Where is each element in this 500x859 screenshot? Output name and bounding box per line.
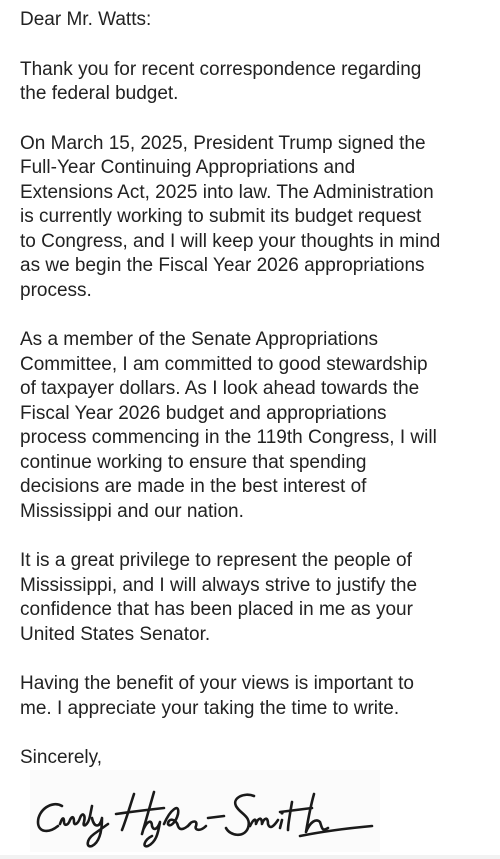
handwritten-signature — [30, 770, 380, 852]
closing: Sincerely, — [20, 747, 103, 768]
paragraph-thanks: Thank you for recent correspondence regarding the federal budget. — [20, 58, 422, 104]
bottom-edge — [0, 855, 500, 859]
signature-dot — [280, 811, 283, 814]
letter-body — [20, 8, 490, 771]
paragraph-appreciation: Having the benefit of your views is important to me. I appreciate your taking the time to write. — [20, 673, 414, 719]
paragraph-appropriations-act: On March 15, 2025, President Trump signed the Full-Year Continuing Appropriations and Extensions Act, 2025 into law. The Administration is currently working to submit its budget request to Congress, and I will keep your thoughts in mind as we begin the Fiscal Year 2026 appropriations process. — [20, 132, 441, 301]
paragraph-privilege: It is a great privilege to represent the people of Mississippi, and I will always strive to justify the confidence that has been placed in me as your United States Senator. — [20, 550, 418, 645]
salutation: Dear Mr. Watts: — [20, 9, 152, 30]
signature-image — [30, 770, 380, 852]
paragraph-committee: As a member of the Senate Appropriations Committee, I am committed to good stewardship of taxpayer dollars. As I look ahead towards the Fiscal Year 2026 budget and appropriations process commencing in the 119th Congress, I will continue working to ensure that spending decisions are made in the best interest of Mississippi and our nation. — [20, 329, 437, 522]
